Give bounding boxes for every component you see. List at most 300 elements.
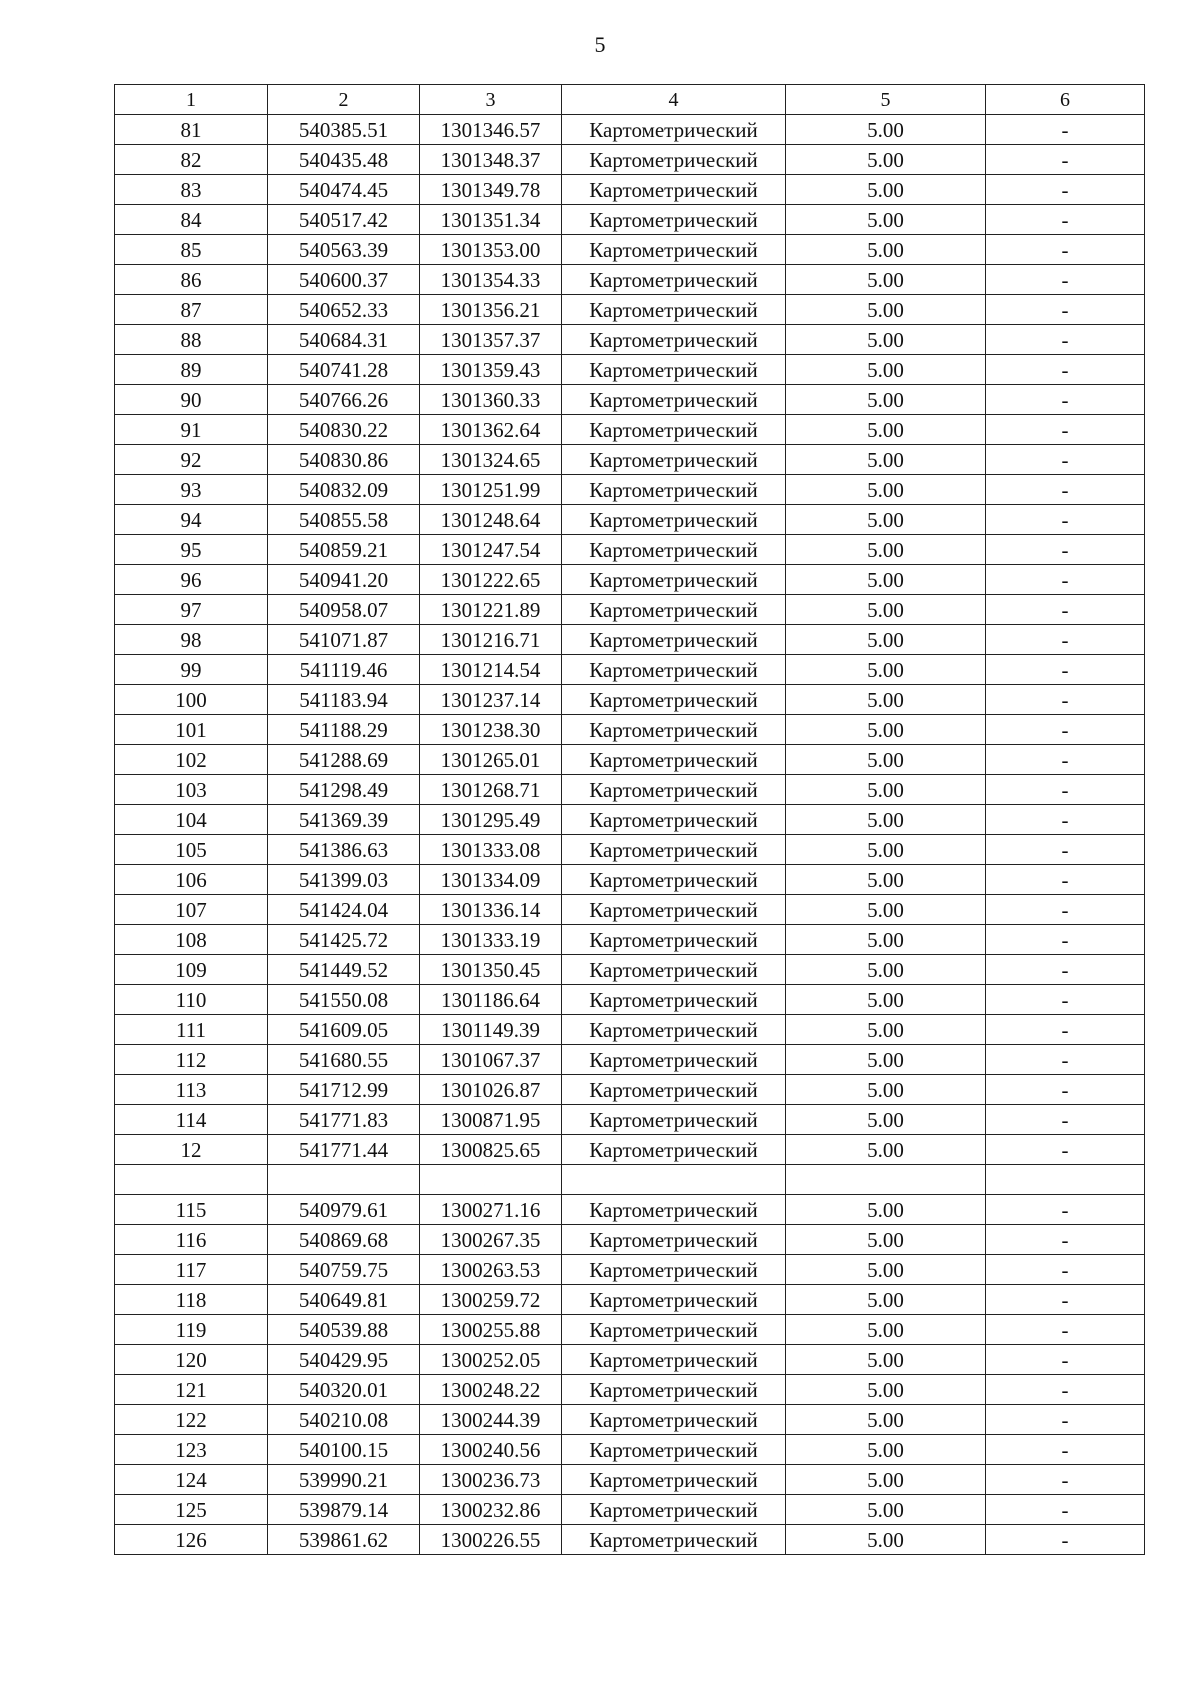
x-coordinate-cell: 540859.21 [268,535,420,565]
table-row [115,1495,1145,1525]
y-coordinate-cell: 1301336.14 [420,895,562,925]
note-cell: - [986,1405,1145,1435]
note-cell: - [986,1285,1145,1315]
y-coordinate-cell: 1301295.49 [420,805,562,835]
y-coordinate-cell: 1301216.71 [420,625,562,655]
table-row [115,445,1145,475]
note-cell: - [986,1195,1145,1225]
accuracy-cell: 5.00 [786,1435,986,1465]
accuracy-cell: 5.00 [786,1075,986,1105]
note-cell: - [986,1375,1145,1405]
method-cell: Картометрический [562,175,786,205]
point-number-cell: 99 [115,655,268,685]
x-coordinate-cell: 540684.31 [268,325,420,355]
y-coordinate-cell: 1301351.34 [420,205,562,235]
table-row [115,985,1145,1015]
method-cell: Картометрический [562,1465,786,1495]
point-number-cell: 103 [115,775,268,805]
x-coordinate-cell: 541609.05 [268,1015,420,1045]
note-cell: - [986,1015,1145,1045]
point-number-cell: 86 [115,265,268,295]
accuracy-cell: 5.00 [786,1495,986,1525]
table-row [115,835,1145,865]
point-number-cell: 89 [115,355,268,385]
note-cell: - [986,415,1145,445]
point-number-cell: 94 [115,505,268,535]
point-number-cell: 118 [115,1285,268,1315]
note-cell: - [986,715,1145,745]
note-cell: - [986,355,1145,385]
point-number-cell: 117 [115,1255,268,1285]
point-number-cell: 107 [115,895,268,925]
y-coordinate-cell: 1300259.72 [420,1285,562,1315]
y-coordinate-cell: 1301333.08 [420,835,562,865]
note-cell: - [986,685,1145,715]
table-row [115,1375,1145,1405]
table-row [115,1435,1145,1465]
y-coordinate-cell: 1300267.35 [420,1225,562,1255]
accuracy-cell: 5.00 [786,1255,986,1285]
method-cell: Картометрический [562,475,786,505]
x-coordinate-cell: 540320.01 [268,1375,420,1405]
table-row [115,1135,1145,1165]
point-number-cell: 100 [115,685,268,715]
x-coordinate-cell: 540429.95 [268,1345,420,1375]
note-cell: - [986,1255,1145,1285]
table-row [115,145,1145,175]
point-number-cell: 12 [115,1135,268,1165]
point-number-cell: 123 [115,1435,268,1465]
table-row [115,625,1145,655]
accuracy-cell: 5.00 [786,745,986,775]
table-row [115,115,1145,145]
y-coordinate-cell: 1301333.19 [420,925,562,955]
point-number-cell [115,1165,268,1195]
y-coordinate-cell: 1301214.54 [420,655,562,685]
note-cell: - [986,565,1145,595]
accuracy-cell: 5.00 [786,175,986,205]
method-cell: Картометрический [562,985,786,1015]
point-number-cell: 112 [115,1045,268,1075]
point-number-cell: 111 [115,1015,268,1045]
y-coordinate-cell: 1300263.53 [420,1255,562,1285]
accuracy-cell: 5.00 [786,445,986,475]
method-cell: Картометрический [562,505,786,535]
point-number-cell: 83 [115,175,268,205]
method-cell [562,1165,786,1195]
x-coordinate-cell: 541424.04 [268,895,420,925]
method-cell: Картометрический [562,1135,786,1165]
table-header-row [115,85,1145,115]
method-cell: Картометрический [562,925,786,955]
method-cell: Картометрический [562,715,786,745]
method-cell: Картометрический [562,835,786,865]
y-coordinate-cell: 1301248.64 [420,505,562,535]
accuracy-cell: 5.00 [786,715,986,745]
y-coordinate-cell: 1301360.33 [420,385,562,415]
table-row [115,1045,1145,1075]
y-coordinate-cell: 1300825.65 [420,1135,562,1165]
accuracy-cell: 5.00 [786,1285,986,1315]
header-col-2: 2 [268,85,420,115]
accuracy-cell: 5.00 [786,115,986,145]
note-cell: - [986,1525,1145,1555]
table-row [115,745,1145,775]
x-coordinate-cell: 540649.81 [268,1285,420,1315]
accuracy-cell: 5.00 [786,535,986,565]
accuracy-cell: 5.00 [786,1105,986,1135]
x-coordinate-cell: 541712.99 [268,1075,420,1105]
table-body [115,115,1145,1555]
x-coordinate-cell: 540652.33 [268,295,420,325]
y-coordinate-cell: 1300871.95 [420,1105,562,1135]
note-cell: - [986,835,1145,865]
table-row [115,595,1145,625]
y-coordinate-cell: 1300236.73 [420,1465,562,1495]
note-cell: - [986,1465,1145,1495]
note-cell: - [986,475,1145,505]
note-cell: - [986,955,1145,985]
note-cell: - [986,1045,1145,1075]
accuracy-cell: 5.00 [786,1045,986,1075]
method-cell: Картометрический [562,325,786,355]
accuracy-cell: 5.00 [786,865,986,895]
point-number-cell: 98 [115,625,268,655]
accuracy-cell: 5.00 [786,145,986,175]
method-cell: Картометрический [562,1405,786,1435]
y-coordinate-cell: 1301357.37 [420,325,562,355]
accuracy-cell: 5.00 [786,1525,986,1555]
y-coordinate-cell: 1300248.22 [420,1375,562,1405]
accuracy-cell: 5.00 [786,1195,986,1225]
header-col-4: 4 [562,85,786,115]
accuracy-cell: 5.00 [786,1345,986,1375]
method-cell: Картометрический [562,625,786,655]
table-row [115,1105,1145,1135]
table-row [115,865,1145,895]
y-coordinate-cell: 1300226.55 [420,1525,562,1555]
table-row [115,1345,1145,1375]
accuracy-cell: 5.00 [786,625,986,655]
note-cell: - [986,235,1145,265]
y-coordinate-cell: 1301353.00 [420,235,562,265]
method-cell: Картометрический [562,1105,786,1135]
table-row [115,535,1145,565]
x-coordinate-cell: 540766.26 [268,385,420,415]
x-coordinate-cell: 541183.94 [268,685,420,715]
table-row [115,505,1145,535]
point-number-cell: 124 [115,1465,268,1495]
point-number-cell: 81 [115,115,268,145]
table-row [115,265,1145,295]
note-cell: - [986,325,1145,355]
accuracy-cell: 5.00 [786,595,986,625]
point-number-cell: 125 [115,1495,268,1525]
x-coordinate-cell: 540100.15 [268,1435,420,1465]
note-cell: - [986,505,1145,535]
y-coordinate-cell: 1301222.65 [420,565,562,595]
y-coordinate-cell: 1301359.43 [420,355,562,385]
accuracy-cell: 5.00 [786,925,986,955]
x-coordinate-cell: 541771.83 [268,1105,420,1135]
note-cell: - [986,265,1145,295]
accuracy-cell: 5.00 [786,295,986,325]
point-number-cell: 84 [115,205,268,235]
accuracy-cell: 5.00 [786,1375,986,1405]
point-number-cell: 92 [115,445,268,475]
table-row [115,1525,1145,1555]
table-row [115,355,1145,385]
x-coordinate-cell: 540830.22 [268,415,420,445]
point-number-cell: 87 [115,295,268,325]
table-row [115,175,1145,205]
x-coordinate-cell: 540210.08 [268,1405,420,1435]
accuracy-cell: 5.00 [786,1015,986,1045]
accuracy-cell: 5.00 [786,235,986,265]
table-row [115,385,1145,415]
method-cell: Картометрический [562,1075,786,1105]
table-row [115,715,1145,745]
point-number-cell: 105 [115,835,268,865]
note-cell: - [986,595,1145,625]
point-number-cell: 102 [115,745,268,775]
x-coordinate-cell: 541288.69 [268,745,420,775]
table-row [115,805,1145,835]
x-coordinate-cell: 541071.87 [268,625,420,655]
method-cell: Картометрический [562,145,786,175]
method-cell: Картометрический [562,1375,786,1405]
x-coordinate-cell: 541119.46 [268,655,420,685]
table-row [115,415,1145,445]
point-number-cell: 91 [115,415,268,445]
header-col-1: 1 [115,85,268,115]
x-coordinate-cell: 541399.03 [268,865,420,895]
table-row [115,205,1145,235]
x-coordinate-cell: 540517.42 [268,205,420,235]
table-row [115,685,1145,715]
header-col-6: 6 [986,85,1145,115]
accuracy-cell: 5.00 [786,1135,986,1165]
page-number: 5 [594,32,606,57]
point-number-cell: 95 [115,535,268,565]
method-cell: Картометрический [562,1435,786,1465]
table-row [115,775,1145,805]
method-cell: Картометрический [562,1255,786,1285]
method-cell: Картометрический [562,445,786,475]
point-number-cell: 126 [115,1525,268,1555]
method-cell: Картометрический [562,865,786,895]
x-coordinate-cell: 540563.39 [268,235,420,265]
y-coordinate-cell: 1300244.39 [420,1405,562,1435]
x-coordinate-cell [268,1165,420,1195]
method-cell: Картометрический [562,1345,786,1375]
y-coordinate-cell: 1301067.37 [420,1045,562,1075]
point-number-cell: 113 [115,1075,268,1105]
table-row [115,565,1145,595]
method-cell: Картометрический [562,1315,786,1345]
accuracy-cell: 5.00 [786,505,986,535]
y-coordinate-cell: 1301221.89 [420,595,562,625]
method-cell: Картометрический [562,955,786,985]
table-row [115,925,1145,955]
note-cell: - [986,1105,1145,1135]
point-number-cell: 119 [115,1315,268,1345]
method-cell: Картометрический [562,565,786,595]
accuracy-cell: 5.00 [786,1405,986,1435]
method-cell: Картометрический [562,265,786,295]
table-row [115,295,1145,325]
table-row [115,325,1145,355]
table-spacer-row [115,1165,1145,1195]
x-coordinate-cell: 541386.63 [268,835,420,865]
note-cell: - [986,865,1145,895]
note-cell: - [986,385,1145,415]
table-row [115,895,1145,925]
x-coordinate-cell: 540385.51 [268,115,420,145]
note-cell: - [986,775,1145,805]
y-coordinate-cell: 1301026.87 [420,1075,562,1105]
y-coordinate-cell: 1301324.65 [420,445,562,475]
method-cell: Картометрический [562,1195,786,1225]
coordinates-table [114,84,1145,1555]
point-number-cell: 121 [115,1375,268,1405]
method-cell: Картометрический [562,805,786,835]
accuracy-cell: 5.00 [786,265,986,295]
method-cell: Картометрический [562,685,786,715]
note-cell: - [986,445,1145,475]
method-cell: Картометрический [562,655,786,685]
x-coordinate-cell: 540600.37 [268,265,420,295]
note-cell: - [986,535,1145,565]
table-row [115,1285,1145,1315]
note-cell: - [986,145,1145,175]
header-col-3: 3 [420,85,562,115]
table-row [115,1015,1145,1045]
y-coordinate-cell: 1301247.54 [420,535,562,565]
accuracy-cell: 5.00 [786,805,986,835]
accuracy-cell: 5.00 [786,385,986,415]
y-coordinate-cell: 1300271.16 [420,1195,562,1225]
x-coordinate-cell: 541550.08 [268,985,420,1015]
point-number-cell: 93 [115,475,268,505]
x-coordinate-cell: 540855.58 [268,505,420,535]
note-cell: - [986,745,1145,775]
x-coordinate-cell: 540759.75 [268,1255,420,1285]
accuracy-cell: 5.00 [786,475,986,505]
table-row [115,1405,1145,1435]
accuracy-cell: 5.00 [786,955,986,985]
point-number-cell: 82 [115,145,268,175]
x-coordinate-cell: 540979.61 [268,1195,420,1225]
accuracy-cell: 5.00 [786,1225,986,1255]
x-coordinate-cell: 540539.88 [268,1315,420,1345]
method-cell: Картометрический [562,235,786,265]
x-coordinate-cell: 540474.45 [268,175,420,205]
point-number-cell: 97 [115,595,268,625]
x-coordinate-cell: 540741.28 [268,355,420,385]
method-cell: Картометрический [562,1045,786,1075]
y-coordinate-cell: 1300232.86 [420,1495,562,1525]
note-cell: - [986,175,1145,205]
x-coordinate-cell: 539861.62 [268,1525,420,1555]
y-coordinate-cell: 1301186.64 [420,985,562,1015]
accuracy-cell: 5.00 [786,685,986,715]
table-row [115,955,1145,985]
accuracy-cell: 5.00 [786,205,986,235]
accuracy-cell: 5.00 [786,835,986,865]
point-number-cell: 96 [115,565,268,595]
accuracy-cell [786,1165,986,1195]
y-coordinate-cell: 1301346.57 [420,115,562,145]
method-cell: Картометрический [562,1225,786,1255]
note-cell: - [986,205,1145,235]
note-cell: - [986,1075,1145,1105]
note-cell: - [986,895,1145,925]
note-cell: - [986,1435,1145,1465]
x-coordinate-cell: 541680.55 [268,1045,420,1075]
y-coordinate-cell: 1301237.14 [420,685,562,715]
point-number-cell: 85 [115,235,268,265]
note-cell: - [986,1315,1145,1345]
table-row [115,1195,1145,1225]
table-row [115,475,1145,505]
method-cell: Картометрический [562,595,786,625]
accuracy-cell: 5.00 [786,895,986,925]
point-number-cell: 104 [115,805,268,835]
point-number-cell: 115 [115,1195,268,1225]
method-cell: Картометрический [562,535,786,565]
x-coordinate-cell: 541298.49 [268,775,420,805]
y-coordinate-cell: 1301251.99 [420,475,562,505]
method-cell: Картометрический [562,295,786,325]
x-coordinate-cell: 540941.20 [268,565,420,595]
x-coordinate-cell: 541369.39 [268,805,420,835]
method-cell: Картометрический [562,385,786,415]
accuracy-cell: 5.00 [786,415,986,445]
note-cell: - [986,1495,1145,1525]
method-cell: Картометрический [562,115,786,145]
point-number-cell: 114 [115,1105,268,1135]
accuracy-cell: 5.00 [786,985,986,1015]
x-coordinate-cell: 540958.07 [268,595,420,625]
accuracy-cell: 5.00 [786,355,986,385]
method-cell: Картометрический [562,1285,786,1315]
x-coordinate-cell: 539879.14 [268,1495,420,1525]
y-coordinate-cell: 1301268.71 [420,775,562,805]
note-cell: - [986,655,1145,685]
x-coordinate-cell: 541188.29 [268,715,420,745]
point-number-cell: 101 [115,715,268,745]
note-cell: - [986,115,1145,145]
note-cell: - [986,1345,1145,1375]
note-cell: - [986,985,1145,1015]
method-cell: Картометрический [562,415,786,445]
y-coordinate-cell: 1301265.01 [420,745,562,775]
x-coordinate-cell: 541425.72 [268,925,420,955]
method-cell: Картометрический [562,745,786,775]
y-coordinate-cell: 1301349.78 [420,175,562,205]
x-coordinate-cell: 540869.68 [268,1225,420,1255]
method-cell: Картометрический [562,205,786,235]
point-number-cell: 122 [115,1405,268,1435]
accuracy-cell: 5.00 [786,1315,986,1345]
y-coordinate-cell [420,1165,562,1195]
x-coordinate-cell: 541771.44 [268,1135,420,1165]
accuracy-cell: 5.00 [786,565,986,595]
note-cell: - [986,295,1145,325]
note-cell [986,1165,1145,1195]
table-row [115,1465,1145,1495]
